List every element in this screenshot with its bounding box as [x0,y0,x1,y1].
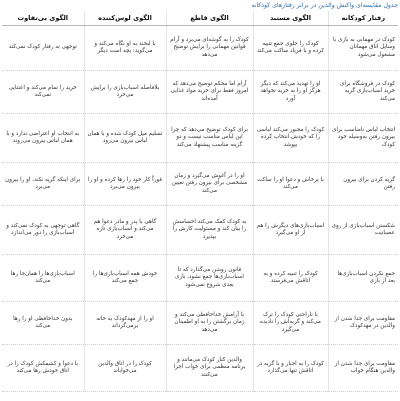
cell-indulgent: بلافاصله اسباب‌بازی را برایش می‌خرد [84,71,166,114]
cell-behavior: گریه کردن برای بیرون رفتن [328,163,398,206]
cell-assertive: قانون روشن می‌گذارد که تا اسباب‌بازی‌ها جمع نشود، بازی بعدی شروع نمی‌شود [166,255,253,302]
table-header-row [2,11,398,26]
cell-indulgent: تسلیم میل کودک شده و با همان لباس بیرون می‌رود [84,114,166,163]
cell-behavior: مقاومت برای جدا شدن از والدین هنگام خواب [328,345,398,392]
cell-authoritarian: اسباب‌بازی‌های دیگرش را هم از او می‌گیرد [253,206,328,255]
cell-authoritarian: با پرخاش و دعوا او را ساکت می‌کند [253,163,328,206]
cell-behavior: کودک در فروشگاه برای خرید اسباب‌بازی گریه می‌کند [328,71,398,114]
cell-authoritarian: کودک را تنبیه کرده و به اتاقش می‌فرستد [253,255,328,302]
table-row [2,206,398,255]
cell-neglectful: با دعوا و کشمکش کودک را در اتاق خودش رها می‌کند [2,345,84,392]
cell-indulgent: فوراً کار خود را رها کرده و او را بیرون می‌برد [84,163,166,206]
header-neglectful: الگوی بی‌تفاوت [2,11,84,26]
cell-authoritarian: او را تهدید می‌کند که دیگر هرگز او را به خرید نخواهد آورد [253,71,328,114]
table-row [2,26,398,71]
cell-indulgent: او را از مهدکودک به خانه برمی‌گرداند [84,302,166,345]
cell-neglectful: برای اینکه گریه نکند، او را بیرون می‌برد [2,163,84,206]
header-authoritarian: الگوی مستبد [253,11,328,26]
table-row [2,345,398,392]
parenting-comparison-table [2,11,398,392]
cell-assertive: برای کودک توضیح می‌دهد که چرا این لباس مناسب نیست و دو گزینه مناسب پیشنهاد می‌کند [166,114,253,163]
header-assertive: الگوی قاطع [166,11,253,26]
cell-behavior: کودک در مهمانی به بازی با وسایل اتاق مهمانان مشغول می‌شود [328,26,398,71]
table-caption: جدول مقایسه‌ای واکنش والدین در برابر رفتارهای کودکانه [251,2,398,9]
table-row [2,302,398,345]
cell-neglectful: به انتخاب او اعتراضی ندارد و با همان لباس بیرون می‌روند [2,114,84,163]
header-child-behavior: رفتار کودکانه [328,11,398,26]
cell-authoritarian: با ناراحتی کودک را ترک می‌کند و گریه‌اش را نادیده می‌گیرد [253,302,328,345]
cell-authoritarian: کودک را جلوی جمع تنبیه کرده و با فریاد ساکت می‌کند [253,26,328,71]
header-indulgent: الگوی لوس‌کننده [84,11,166,26]
cell-assertive: او را در آغوش می‌گیرد و زمان مشخصی برای بیرون رفتن تعیین می‌کند [166,163,253,206]
cell-neglectful: اسباب‌بازی‌ها را همان‌جا رها می‌کند [2,255,84,302]
cell-behavior: مقاومت برای جدا شدن از والدین در مهدکودک [328,302,398,345]
cell-assertive: کودک را به گوشه‌ای می‌برد و آرام قوانین مهمانی را برایش توضیح می‌دهد [166,26,253,71]
cell-assertive: به کودک کمک می‌کند احساسش را بیان کند و مسئولیت کارش را بپذیرد [166,206,253,255]
cell-neglectful: توجهی به رفتار کودک نمی‌کند [2,26,84,71]
cell-assertive: والدین کنار کودک می‌مانند و برنامه منظمی برای خواب اجرا می‌کنند [166,345,253,392]
cell-neglectful: بدون خداحافظی او را رها می‌کند [2,302,84,345]
cell-behavior: جمع نکردن اسباب‌بازی‌ها بعد از بازی [328,255,398,302]
cell-assertive: آرام اما محکم توضیح می‌دهد که امروز فقط برای خرید مواد غذایی آمده‌اند [166,71,253,114]
cell-authoritarian: کودک را به اجبار و با گریه در اتاقش تنها می‌گذارد [253,345,328,392]
cell-indulgent: کودک را در اتاق والدین می‌خواباند [84,345,166,392]
cell-indulgent: گاهی با پدر و مادر دعوا هم می‌کند و اسباب‌بازی تازه می‌خرد [84,206,166,255]
table-row [2,255,398,302]
cell-neglectful: خرید را تمام می‌کند و اعتنایی نمی‌کند [2,71,84,114]
cell-behavior: انتخاب لباس نامناسب برای بیرون رفتن به‌وسیله خود کودک [328,114,398,163]
cell-authoritarian: کودک را مجبور می‌کند لباسی را که خودش انتخاب کرده بپوشد [253,114,328,163]
cell-neglectful: گاهی توجهی به کودک نمی‌کند و اسباب‌بازی را دور می‌اندازد [2,206,84,255]
cell-behavior: شکستن اسباب‌بازی از روی عصبانیت [328,206,398,255]
cell-indulgent: خودش همه اسباب‌بازی‌ها را جمع می‌کند [84,255,166,302]
cell-indulgent: با لبخند به او نگاه می‌کند و می‌گوید: بچه است دیگر [84,26,166,71]
table-row [2,163,398,206]
cell-assertive: با آرامش خداحافظی می‌کند و زمان برگشتن را به او اطمینان می‌دهد [166,302,253,345]
table-row [2,71,398,114]
table-row [2,114,398,163]
